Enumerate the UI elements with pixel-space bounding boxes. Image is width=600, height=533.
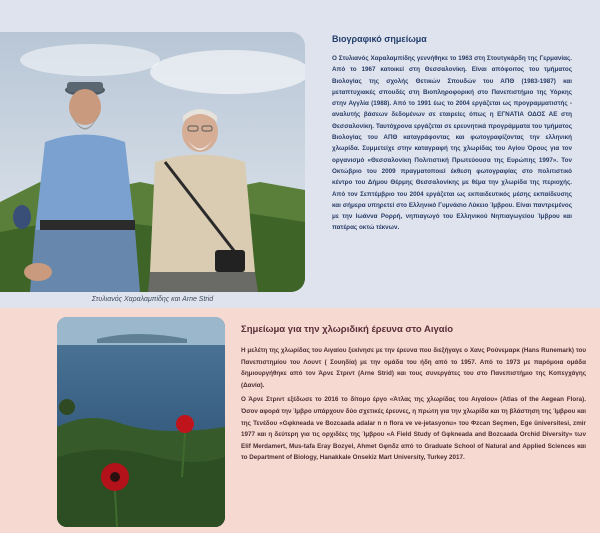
biography-title: Βιογραφικό σημείωμα: [332, 34, 427, 44]
biography-text: Ο Στυλιανός Χαραλαμπίδης γεννήθηκε το 1963 στη Στουτγκάρδη της Γερμανίας. Από το 1967 κατοικεί στη Θεσσαλονίκη. Είναι απόφοιτος του τμήματος Βιολογίας της σχολής Θετικών Σπουδών του ΑΠΘ (1983-1987) και μεταπτυχιακές σπουδές στη Βιοπληροφορική στο Πανεπιστήμιο της Υόρκης στην Αγγλία (1988). Από το 1991 έως το 2004 εργάζεται ως προγραμματιστής - αναλυτής βάσεων δεδομένων σε εταιρείες όπως η ΕΓΝΑΤΙΑ ΟΔΟΣ ΑΕ στη Θεσσαλονίκη. Ταυτόχρονα εργάζεται σε ερευνητικά προγράμματα του τμήματος Βιολογίας του ΑΠΘ καταγράφοντας και φωτογραφίζοντας την ελληνική χλωρίδα. Συμμετείχε στην καταγραφή της χλωρίδας του Αγίου Όρους για τον οργανισμό «Θεσσαλονίκη Πολιτιστική Πρωτεύουσα της Ευρώπης 1997». Τον Οκτώβριο του 2009 πραγματοποιεί έκθεση φωτογραφίας στο πολιτιστικό κέντρο του Δήμου Θέρμης Θεσσαλονίκης με θέμα την χλωρίδα της περιοχής. Από τον Σεπτέμβριο του 2004 εργάζεται ως εκπαιδευτικός μέσης εκπαίδευσης και σήμερα υπηρετεί στο Ελληνικό Γυμνάσιο Λύκειο Ίμβρου. Είναι παντρεμένος με την Ιωάννα Ρορρή, νηπιαγωγό του Ελληνικού Νηπιαγωγείου Ίμβρου και πατέρας οκτώ τέκνων.: [332, 55, 572, 232]
research-section: [241, 324, 586, 467]
research-title: Σημείωμα για την χλωριδική έρευνα στο Αιγαίο: [241, 324, 454, 335]
research-paragraph-2: Ο Άρνε Στριντ εξέδωσε το 2016 το δίτομο έργο «Άτλας της χλωρίδας του Αιγαίου» (Atlas of the Aegean Flora). Όσον αφορά την Ίμβρο υπάρχουν δύο σχετικές έρευνες, η πρώτη για την χλωρίδα και τη βλάστηση της Ίμβρου και της Τενέδου «Gφkneada ve Bozcaada adalar n n flora ve ve-jetasyonu» του Φzcan Seçmen, Ege üniversitesi, zmir 1977 και η δεύτερη για τις ορχιδέες της Ίμβρου «A Field Study of Gφkneada and Bozcaada Orchid Diversity» των Elif Merdamert, Mus-tafa Eray Bozyel, Ahmet Gφnδz από το Graduate School of Natural and Applied Sciences και το Department of Biology, Hanakkale Onsekiz Mart University, Turkey 2017.: [241, 396, 586, 462]
photo-caption: Στυλιανός Χαραλαμπίδης και Arne Strid: [91, 296, 214, 303]
aegean-flowers-photo: [57, 317, 225, 527]
biography-section: [332, 34, 572, 234]
research-paragraph-1: Η μελέτη της χλωρίδας του Αιγαίου ξεκίνησε με την έρευνα που διεξήγαγε ο Χανς Ρούνεμαρκ (Hans Runemark) του Πανεπιστημίου του Λουντ ( Σουηδία) με την ομάδα του ήδη από το 1957. Από το 1973 με παρόμοια ομάδα δημιουργήθηκε από τον Άρνε Στριντ (Arne Strid) και τους συνεργάτες του στο Πανεπιστήμιο της Κοπεγχάγης (Δανία).: [241, 347, 586, 389]
portrait-photo: [0, 32, 305, 292]
